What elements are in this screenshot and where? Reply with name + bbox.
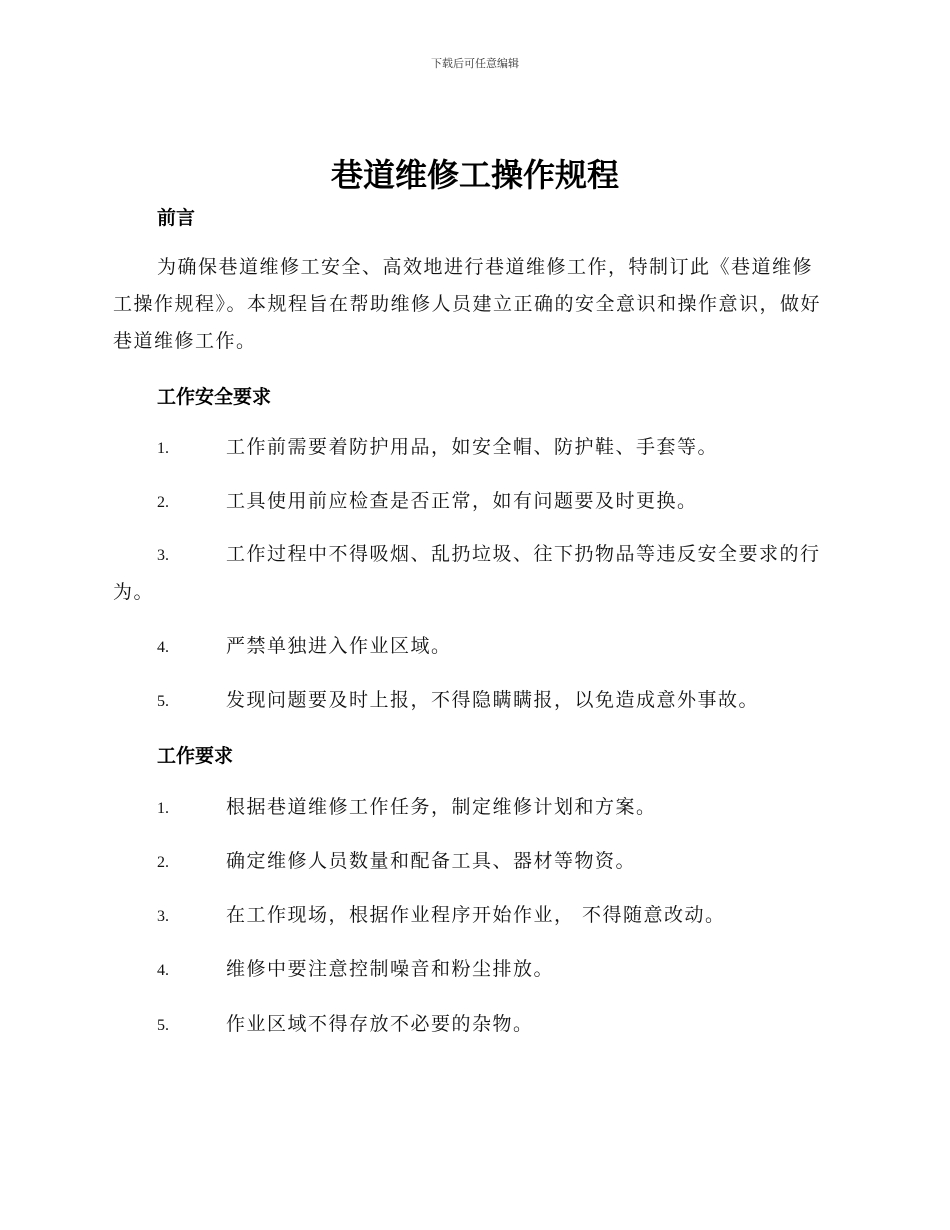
list-item-number: 3. (157, 547, 169, 564)
list-item-number: 1. (157, 440, 169, 457)
list-item-number: 4. (157, 962, 169, 979)
work-list-item (113, 951, 833, 989)
list-item-text: 发现问题要及时上报，不得隐瞒瞒报，以免造成意外事故。 (226, 689, 760, 711)
work-list-item (113, 843, 833, 881)
work-list-item (113, 1006, 833, 1044)
work-list-item (113, 897, 833, 935)
list-item-number: 5. (157, 1017, 169, 1034)
section-heading-preface: 前言 (157, 207, 196, 229)
section-heading-work-requirements: 工作要求 (157, 745, 234, 767)
safety-list-item (113, 628, 833, 666)
list-item-number: 5. (157, 693, 169, 710)
list-item-text: 根据巷道维修工作任务，制定维修计划和方案。 (226, 796, 657, 818)
list-item-number: 2. (157, 494, 169, 511)
section-heading-safety: 工作安全要求 (157, 386, 272, 408)
list-item-text: 工具使用前应检查是否正常，如有问题要及时更换。 (226, 490, 698, 512)
list-item-text: 作业区域不得存放不必要的杂物。 (226, 1013, 534, 1035)
page-header-note: 下载后可任意编辑 (431, 57, 519, 70)
safety-list-item (113, 682, 833, 720)
list-item-text: 工作过程中不得吸烟、乱扔垃圾、往下扔物品等违反安全要求的行为。 (113, 543, 821, 603)
list-item-text: 在工作现场，根据作业程序开始作业， 不得随意改动。 (226, 904, 726, 926)
list-item-number: 2. (157, 854, 169, 871)
preface-paragraph: 为确保巷道维修工安全、高效地进行巷道维修工作，特制订此《巷道维修工操作规程》。本规程旨在帮助维修人员建立正确的安全意识和操作意识，做好巷道维修工作。 (113, 256, 822, 352)
list-item-number: 3. (157, 908, 169, 925)
list-item-text: 维修中要注意控制噪音和粉尘排放。 (226, 958, 555, 980)
safety-list-item (113, 429, 833, 467)
list-item-text: 工作前需要着防护用品，如安全帽、防护鞋、手套等。 (226, 436, 719, 458)
list-item-text: 确定维修人员数量和配备工具、器材等物资。 (226, 850, 637, 872)
document-title: 巷道维修工操作规程 (330, 156, 619, 194)
list-item-text: 严禁单独进入作业区域。 (226, 635, 452, 657)
safety-list-item (113, 536, 833, 611)
safety-list-item (113, 483, 833, 521)
list-item-number: 1. (157, 800, 169, 817)
work-list-item (113, 789, 833, 827)
list-item-number: 4. (157, 639, 169, 656)
